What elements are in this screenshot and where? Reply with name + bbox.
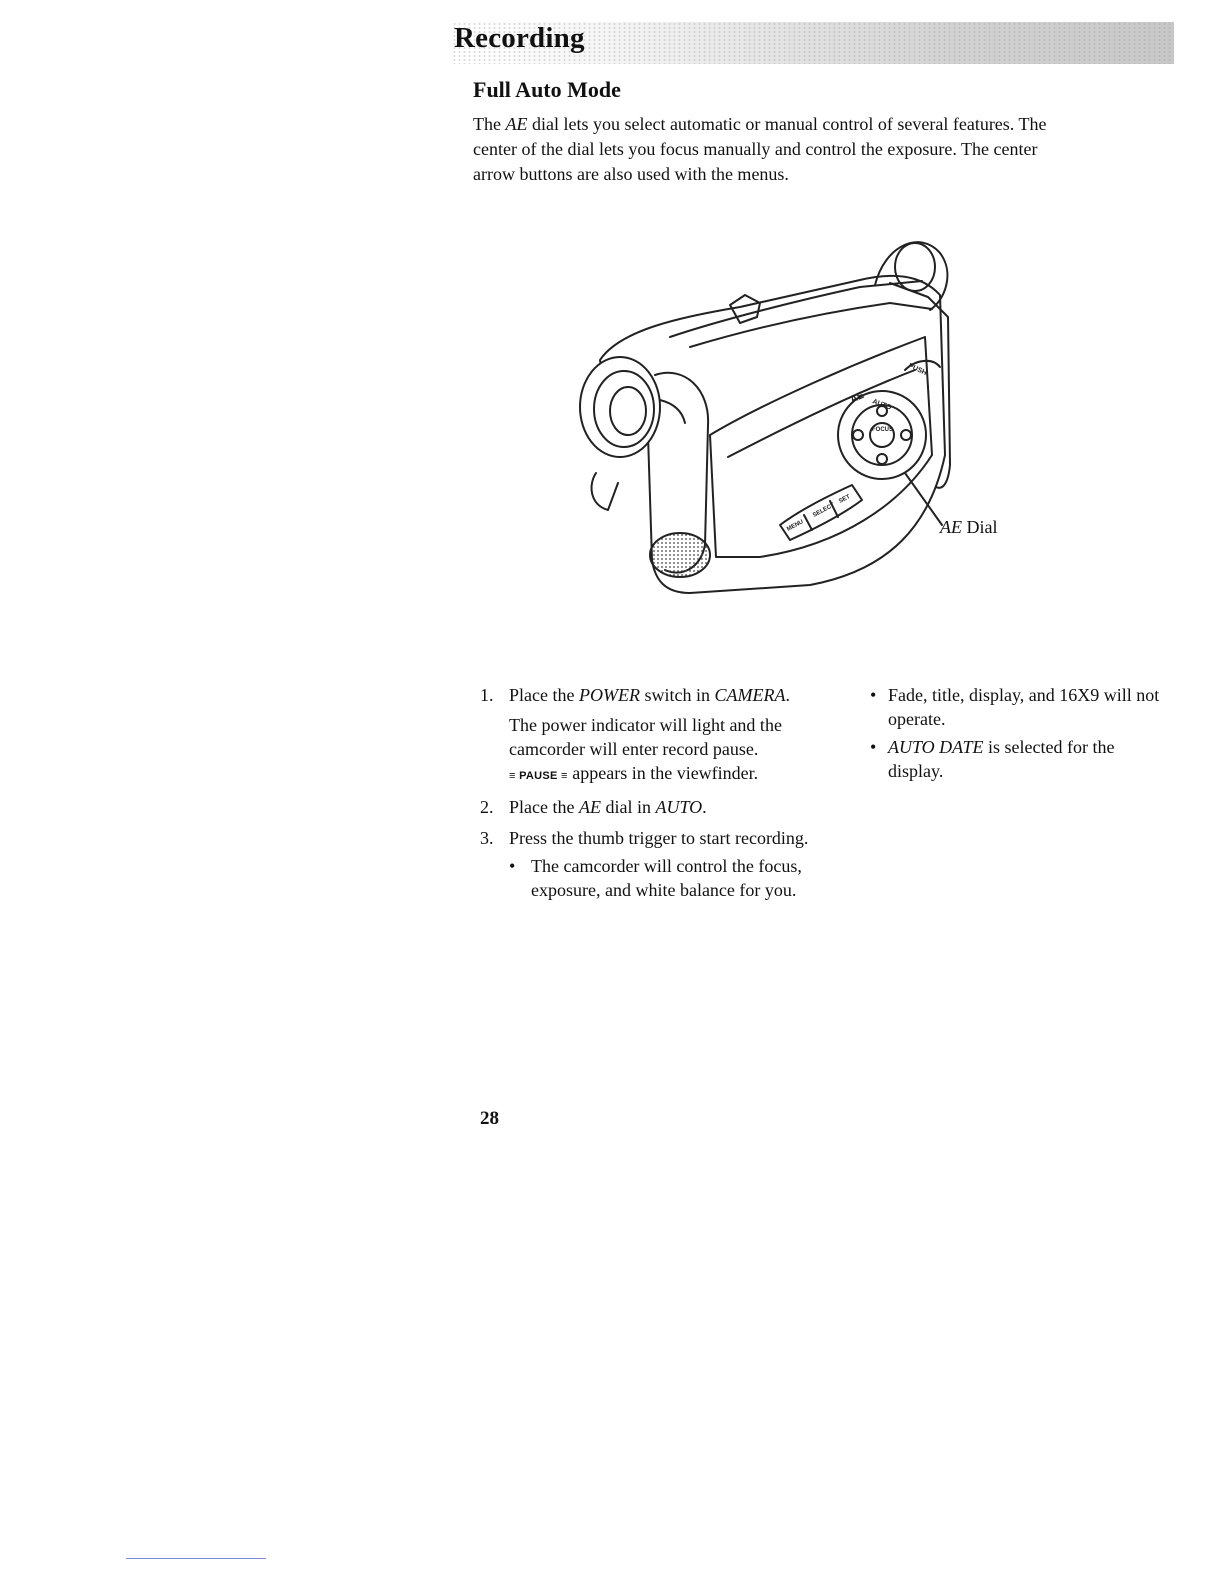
- step-text: Press the thumb trigger to start recording.: [509, 828, 809, 848]
- step-term: CAMERA: [714, 685, 786, 705]
- intro-text-rest: dial lets you select automatic or manual control of several features. The center of the dial lets you focus manually and control the exposure. The center arrow buttons are also used with the menus.: [473, 114, 1047, 184]
- list-item: [509, 854, 860, 902]
- step-detail: appears in the viewfinder.: [567, 763, 759, 783]
- page-subtitle: Full Auto Mode: [473, 77, 621, 102]
- ae-dial-callout: [940, 517, 998, 538]
- notes-list: [870, 683, 1170, 787]
- button-label-set: SET: [838, 493, 852, 505]
- camcorder-drawing: [560, 225, 1040, 615]
- note-term: AUTO DATE: [888, 737, 984, 757]
- step-detail: The power indicator will light and the camcorder will enter record pause.: [509, 715, 782, 759]
- edge-line: [126, 1558, 266, 1559]
- step-1: [480, 683, 860, 788]
- step-number: 1.: [480, 685, 494, 705]
- dial-label-focus: FOCUS: [872, 427, 893, 433]
- note-text: is selected for the display.: [888, 737, 1115, 781]
- camcorder-illustration: [560, 225, 1040, 615]
- button-label-menu: MENU: [786, 519, 805, 533]
- step-term: AE: [578, 797, 601, 817]
- step-number: 2.: [480, 797, 494, 817]
- step-text: .: [702, 797, 707, 817]
- step-3-bullets: [509, 854, 860, 902]
- steps-list: [480, 683, 860, 909]
- list-item: [870, 735, 1170, 783]
- bullet-icon: •: [870, 737, 877, 757]
- step-2: [480, 795, 860, 819]
- callout-ae-term: AE: [940, 517, 962, 537]
- step-term: AUTO: [655, 797, 703, 817]
- pause-indicator-icon: ≡ PAUSE ≡: [509, 770, 568, 782]
- step-text: Place the: [509, 797, 579, 817]
- page-number: 28: [480, 1108, 499, 1129]
- list-item: [870, 683, 1170, 731]
- step-text: Place the: [509, 685, 579, 705]
- step-text: .: [785, 685, 790, 705]
- callout-dial-text: Dial: [962, 517, 998, 537]
- bullet-icon: •: [870, 685, 877, 705]
- step-text: dial in: [600, 797, 656, 817]
- button-label-select: SELECT: [812, 502, 836, 519]
- intro-ae-term: AE: [505, 114, 528, 134]
- step-3: [480, 826, 860, 902]
- note-text: Fade, title, display, and 16X9 will not operate.: [888, 685, 1160, 729]
- dial-label-push: PUSH: [907, 362, 928, 378]
- intro-text-start: The: [473, 114, 506, 134]
- step-number: 3.: [480, 828, 494, 848]
- bullet-icon: •: [509, 856, 516, 876]
- dial-label-ae: AE: [848, 389, 866, 406]
- step-term: POWER: [578, 685, 640, 705]
- step-text: switch in: [639, 685, 715, 705]
- bullet-text: The camcorder will control the focus, exposure, and white balance for you.: [531, 856, 802, 900]
- section-title: Recording: [454, 22, 585, 54]
- dial-label-auto: AUTO: [871, 398, 893, 412]
- intro-paragraph: [473, 112, 1073, 187]
